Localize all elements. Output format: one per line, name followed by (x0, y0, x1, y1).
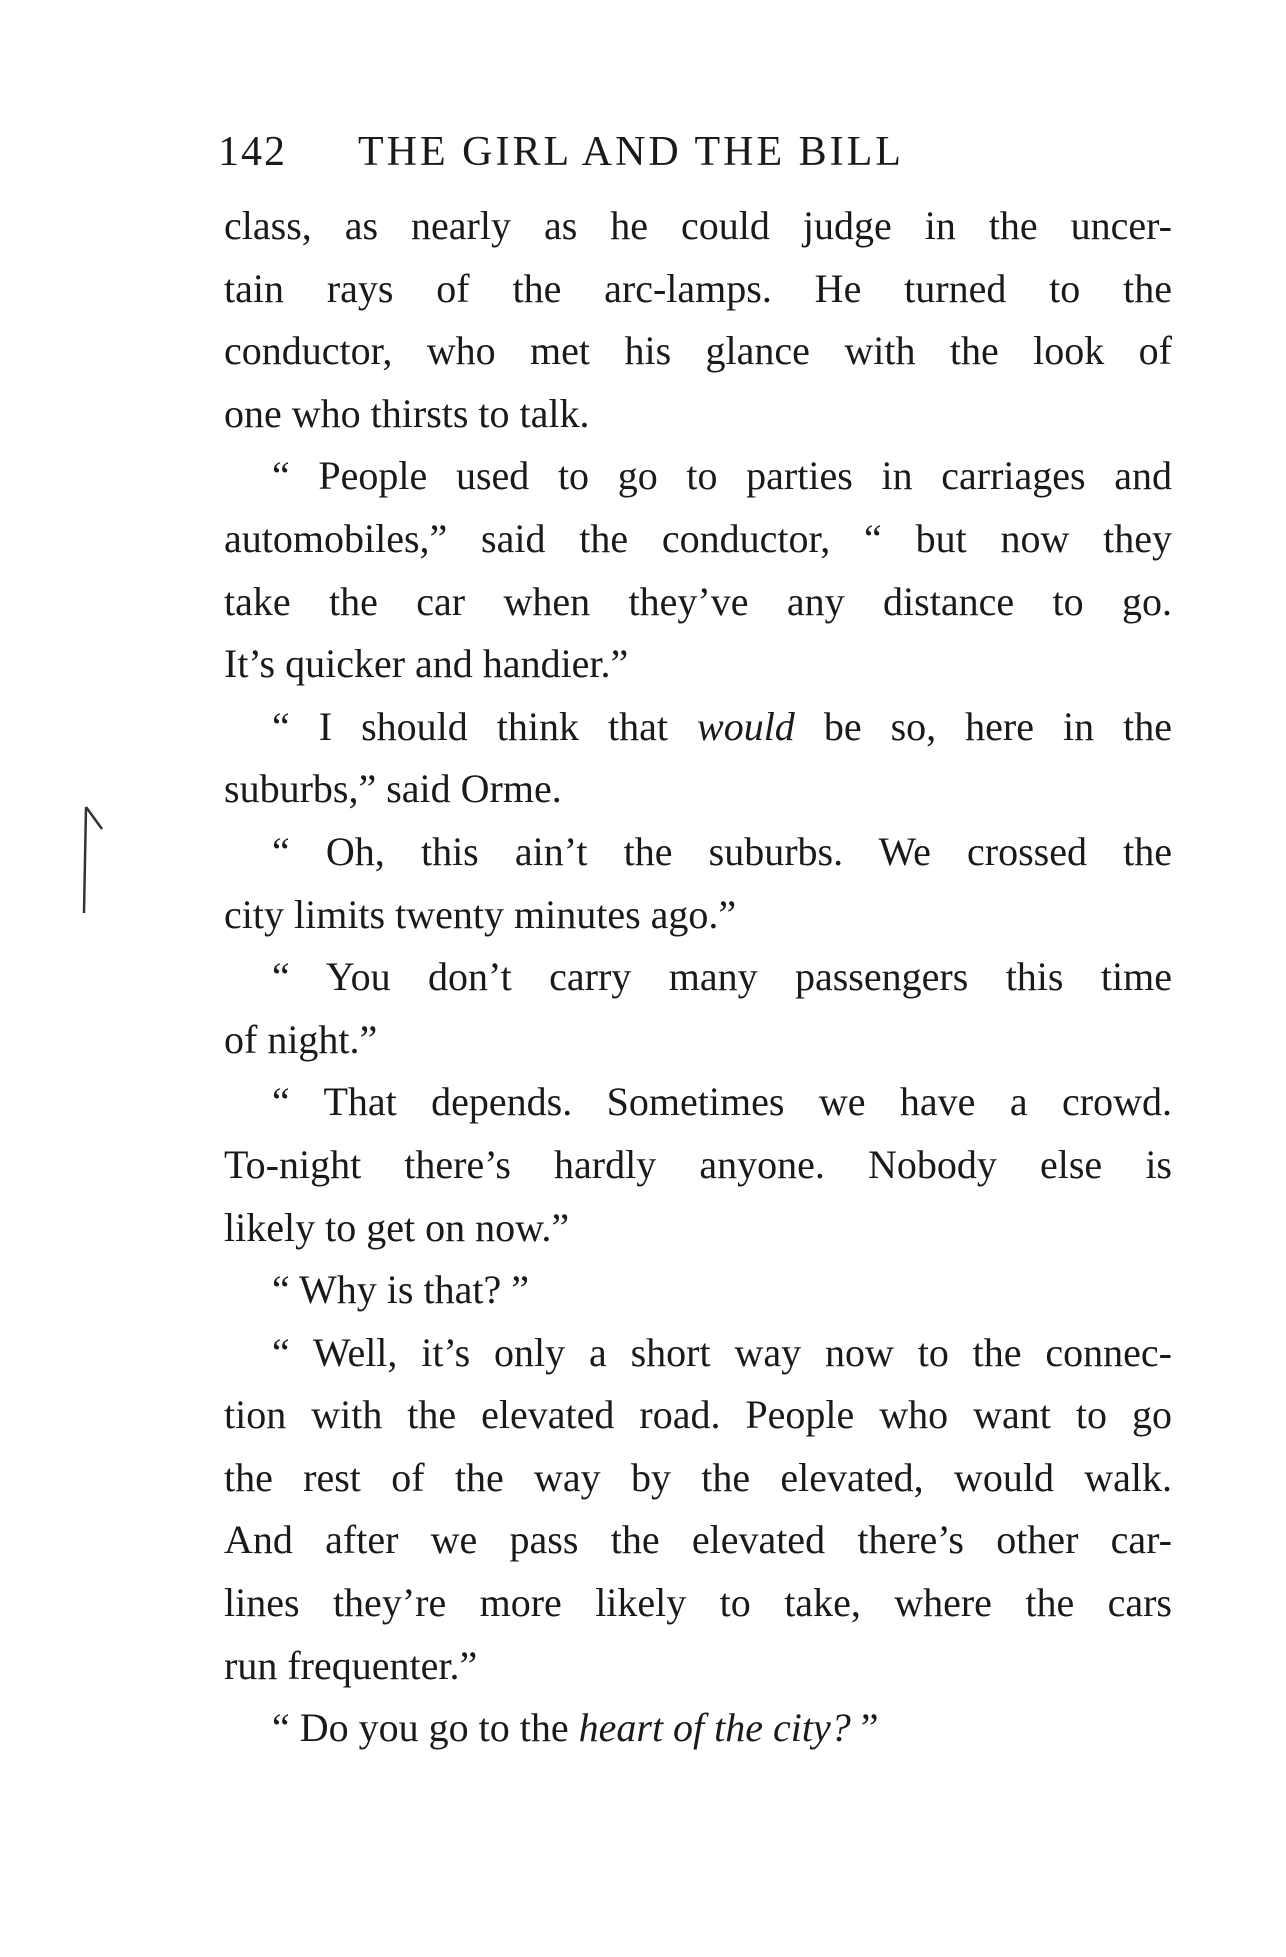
text-line: suburbs,” said Orme. (224, 766, 562, 812)
body-text (224, 195, 1172, 1760)
text-line: tain rays of the arc-lamps. He turned to the (224, 265, 1172, 311)
text-line: “ Oh, this ain’t the suburbs. We crossed the (272, 828, 1172, 874)
pencil-mark-icon (68, 805, 128, 915)
text-line: the rest of the way by the elevated, would walk. (224, 1454, 1172, 1500)
text-line: “ People used to go to parties in carriages and (272, 453, 1172, 499)
text-line: of night.” (224, 1016, 378, 1062)
text-line: take the car when they’ve any distance to go. (224, 578, 1172, 624)
text-line: automobiles,” said the conductor, “ but now they (224, 515, 1172, 561)
text-line: “ Well, it’s only a short way now to the connec- (272, 1329, 1172, 1375)
text-line: “ You don’t carry many passengers this time (272, 954, 1172, 1000)
text-line: “ That depends. Sometimes we have a crowd. (272, 1079, 1172, 1125)
text-line: tion with the elevated road. People who want to go (224, 1392, 1172, 1438)
text-line: conductor, who met his glance with the look of (224, 328, 1172, 374)
text-line: lines they’re more likely to take, where the cars (224, 1580, 1172, 1626)
text-line: class, as nearly as he could judge in the uncer- (224, 203, 1172, 248)
page-header (218, 128, 1178, 178)
text-line: To-night there’s hardly anyone. Nobody else is (224, 1141, 1172, 1187)
text-line: And after we pass the elevated there’s other car- (224, 1517, 1172, 1563)
text-line: It’s quicker and handier.” (224, 641, 629, 687)
text-line: “ Do you go to the heart of the city? ” (272, 1705, 879, 1751)
text-line: likely to get on now.” (224, 1204, 570, 1250)
page-number: 142 (218, 129, 287, 175)
text-line: city limits twenty minutes ago.” (224, 891, 737, 937)
text-line: run frequenter.” (224, 1642, 478, 1688)
text-line: “ Why is that? ” (272, 1267, 529, 1313)
text-line: one who thirsts to talk. (224, 390, 590, 436)
text-line: “ I should think that would be so, here in the (272, 703, 1172, 749)
running-head: THE GIRL AND THE BILL (358, 129, 904, 175)
